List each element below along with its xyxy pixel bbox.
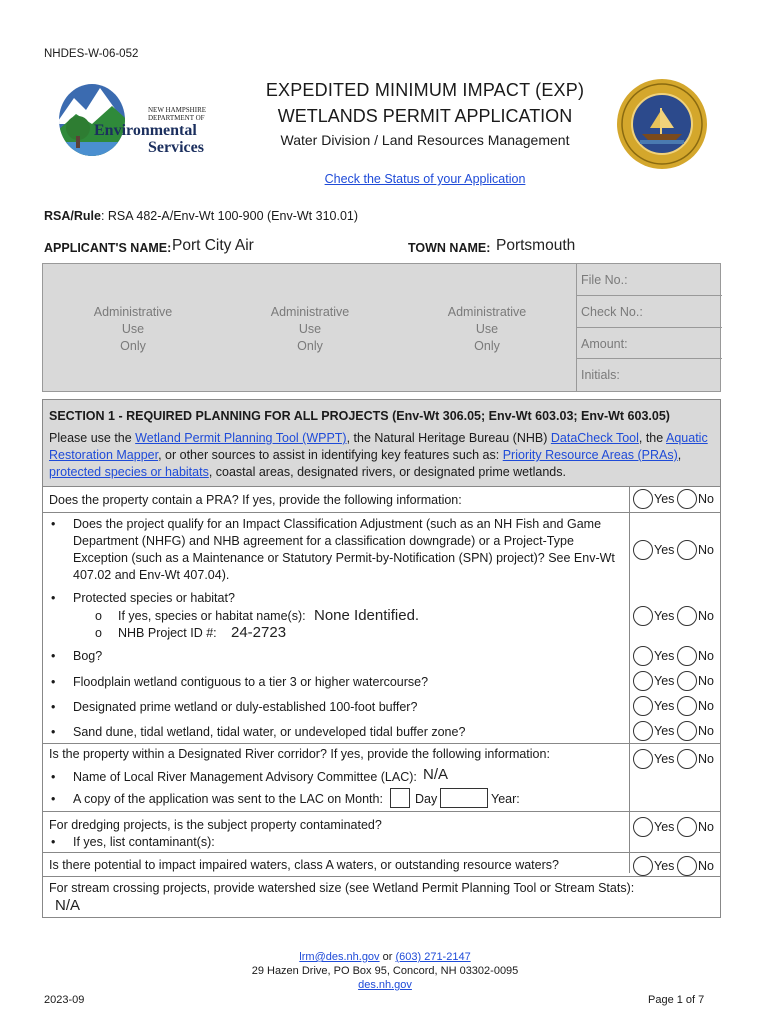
rsa-label: RSA/Rule (44, 209, 101, 223)
no-label: No (698, 820, 714, 834)
river-no-radio[interactable] (677, 749, 697, 769)
prime-no-radio[interactable] (677, 696, 697, 716)
species-link[interactable]: protected species or habitats (49, 465, 209, 479)
no-label: No (698, 674, 714, 688)
river-yes-radio[interactable] (633, 749, 653, 769)
applicant-name-label: APPLICANT'S NAME: (44, 241, 172, 255)
nhb-project-id-field[interactable]: 24-2723 (231, 624, 287, 641)
page-title-line2: WETLANDS PERMIT APPLICATION (277, 106, 573, 126)
dredge-yes-radio[interactable] (633, 817, 653, 837)
floodplain-no-radio[interactable] (677, 671, 697, 691)
no-label: No (698, 649, 714, 663)
section-1-header (43, 400, 720, 487)
section-1-title: SECTION 1 - REQUIRED PLANNING FOR ALL PROJECTS (Env-Wt 306.05; Env-Wt 603.03; Env-Wt 603.05) (49, 409, 670, 423)
admin-use-col-3: Administrative Use Only (447, 305, 527, 353)
adjust-no-radio[interactable] (677, 540, 697, 560)
adjust-yes-radio[interactable] (633, 540, 653, 560)
no-label: No (698, 724, 714, 738)
yes-label: Yes (654, 674, 675, 688)
pra-yes-radio[interactable] (633, 489, 653, 509)
q-protected-species: • Protected species or habitat? (73, 590, 235, 607)
rsa-value: : RSA 482-A/Env-Wt 100-900 (Env-Wt 310.01) (100, 209, 359, 223)
yes-label: Yes (654, 543, 675, 557)
applicant-name-field[interactable]: Port City Air (172, 237, 254, 254)
q-lac-copy-label: • A copy of the application was sent to the LAC on Month: (73, 791, 383, 808)
website-link[interactable]: des.nh.gov (358, 979, 412, 991)
q-stream-crossing: For stream crossing projects, provide watershed size (see Wetland Permit Planning Tool or Stream Stats): (49, 881, 635, 895)
nh-state-seal (616, 78, 708, 170)
lac-day-input[interactable] (440, 788, 488, 808)
floodplain-yes-radio[interactable] (633, 671, 653, 691)
yes-label: Yes (654, 724, 675, 738)
q-impaired-waters: Is there potential to impact impaired waters, class A waters, or outstanding resource waters? (49, 858, 559, 872)
phone-link[interactable]: (603) 271-2147 (395, 951, 471, 963)
q-contaminant-label: • If yes, list contaminant(s): (73, 834, 215, 851)
bog-no-radio[interactable] (677, 646, 697, 666)
no-label: No (698, 699, 714, 713)
check-no-field: Check No.: (577, 296, 722, 328)
bog-yes-radio[interactable] (633, 646, 653, 666)
footer-contact: lrm@des.nh.gov or (603) 271-2147 29 Hazen Drive, PO Box 95, Concord, NH 03302-0095 des.nh.gov (0, 950, 770, 992)
yes-label: Yes (654, 492, 675, 506)
wppt-link[interactable]: Wetland Permit Planning Tool (WPPT) (135, 431, 347, 445)
species-no-radio[interactable] (677, 606, 697, 626)
check-status-link[interactable]: Check the Status of your Application (324, 172, 526, 186)
impaired-no-radio[interactable] (677, 856, 697, 876)
q-pra: Does the property contain a PRA? If yes, provide the following information: (49, 493, 462, 507)
footer-address: 29 Hazen Drive, PO Box 95, Concord, NH 03302-0095 (251, 965, 519, 977)
initials-field: Initials: (581, 368, 620, 383)
admin-use-col-2: Administrative Use Only (270, 305, 350, 353)
species-name-field[interactable]: None Identified. (314, 607, 420, 624)
yes-label: Yes (654, 859, 675, 873)
page-number: Page 1 of 7 (648, 994, 705, 1006)
no-label: No (698, 543, 714, 557)
pra-link[interactable]: Priority Resource Areas (PRAs) (502, 448, 678, 462)
q-prime-wetland: • Designated prime wetland or duly-established 100-foot buffer? (73, 699, 417, 716)
no-label: No (698, 859, 714, 873)
lac-day-label: Day (415, 792, 438, 806)
prime-yes-radio[interactable] (633, 696, 653, 716)
yes-label: Yes (654, 752, 675, 766)
q-bog: • Bog? (73, 648, 102, 665)
species-yes-radio[interactable] (633, 606, 653, 626)
email-link[interactable]: lrm@des.nh.gov (299, 951, 380, 963)
amount-field: Amount: (577, 328, 722, 360)
svg-text:NEW HAMPSHIRE: NEW HAMPSHIRE (148, 106, 207, 114)
yes-label: Yes (654, 649, 675, 663)
svg-text:Services: Services (148, 139, 204, 156)
lac-month-input[interactable] (390, 788, 410, 808)
no-label: No (698, 492, 714, 506)
sand-yes-radio[interactable] (633, 721, 653, 741)
watershed-size-field[interactable]: N/A (55, 897, 81, 914)
footer-date: 2023-09 (44, 994, 85, 1006)
sand-no-radio[interactable] (677, 721, 697, 741)
rsa-rule (44, 209, 358, 223)
admin-use-box (42, 263, 721, 392)
q-dredging: For dredging projects, is the subject property contaminated? (49, 818, 382, 832)
yes-label: Yes (654, 609, 675, 623)
species-name-label: If yes, species or habitat name(s): (118, 609, 306, 623)
form-id: NHDES-W-06-052 (44, 48, 139, 60)
section-1 (42, 399, 721, 918)
section-1-intro: Please use the Wetland Permit Planning Tool (WPPT), the Natural Heritage Bureau (NHB) DataCheck Tool, the Aquatic Restoration Mapper, or other sources to assist in identifying key features such as: Priority Resource Areas (PRAs), protected species or habitats, coastal areas, designated rivers, or designated prime wetlands. (49, 431, 708, 479)
yes-label: Yes (654, 699, 675, 713)
q-sand-dune: • Sand dune, tidal wetland, tidal water, or undeveloped tidal buffer zone? (73, 724, 465, 741)
sub-marker-1: o (95, 609, 102, 623)
lac-year-label: Year: (491, 792, 520, 806)
q-classification-adjustment: • Does the project qualify for an Impact Classification Adjustment (such as an NH Fish and Game Department (NHFG) and NHB agreement for a classification downgrade) or a Project-Type Exception (such as a Maintenance or Statutory Permit-by-Notification (SPN) project)? See Env-Wt 407.02 and Env-Wt 407.04). (73, 516, 633, 584)
admin-use-col-1: Administrative Use Only (93, 305, 173, 353)
page-title-line1: EXPEDITED MINIMUM IMPACT (EXP) (265, 80, 585, 100)
no-label: No (698, 752, 714, 766)
state-seal-icon (616, 78, 708, 170)
town-name-label: TOWN NAME: (408, 241, 491, 255)
lac-name-field[interactable]: N/A (423, 766, 449, 783)
page-subtitle: Water Division / Land Resources Management (280, 132, 570, 148)
aquatic-restoration-mapper-link-1[interactable]: Aquatic (666, 431, 708, 445)
q-lac-name-label: • Name of Local River Management Advisory Committee (LAC): (73, 769, 417, 786)
svg-text:Environmental: Environmental (94, 122, 197, 139)
aquatic-restoration-mapper-link-2[interactable]: Restoration Mapper (49, 448, 159, 462)
no-label: No (698, 609, 714, 623)
sub-marker-2: o (95, 626, 102, 640)
yes-label: Yes (654, 820, 675, 834)
impaired-yes-radio[interactable] (633, 856, 653, 876)
datacheck-link[interactable]: DataCheck Tool (550, 431, 639, 445)
q-designated-river: Is the property within a Designated River corridor? If yes, provide the following information: (49, 747, 550, 761)
q-floodplain: • Floodplain wetland contiguous to a tier 3 or higher watercourse? (73, 674, 428, 691)
nhb-project-id-label: NHB Project ID #: (118, 626, 217, 640)
town-name-field[interactable]: Portsmouth (496, 237, 576, 254)
dredge-no-radio[interactable] (677, 817, 697, 837)
file-no-field: File No.: (577, 264, 722, 296)
pra-no-radio[interactable] (677, 489, 697, 509)
svg-text:DEPARTMENT OF: DEPARTMENT OF (148, 114, 205, 122)
